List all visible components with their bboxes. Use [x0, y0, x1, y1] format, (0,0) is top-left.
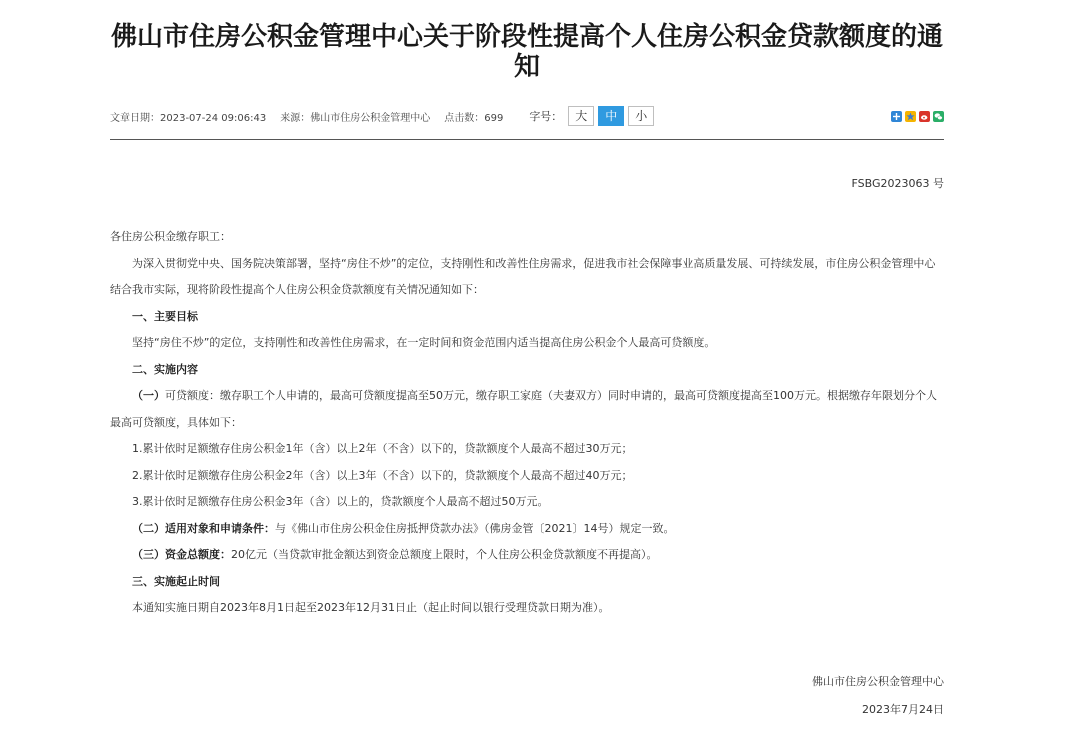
- section-2-title: 二、实施内容: [132, 362, 198, 376]
- font-size-label: 字号：: [529, 110, 563, 123]
- font-size-selector: [529, 106, 658, 126]
- share-plus-icon[interactable]: [891, 111, 902, 122]
- document-number: FSBG2023063 号: [851, 177, 944, 190]
- signature-date: 2023年7月24日: [862, 703, 944, 716]
- list-item: 2.累计依时足额缴存住房公积金2年（含）以上3年（不含）以下的，贷款额度个人最高不超过40万元；: [132, 468, 633, 482]
- font-size-small-button[interactable]: 小: [628, 106, 654, 126]
- font-size-large-button[interactable]: 大: [568, 106, 594, 126]
- item-1-text: 可贷额度：缴存职工个人申请的，最高可贷额度提高至50万元，缴存职工家庭（夫妻双方）同时申请的，最高可贷额度提高至100万元。根据缴存年限划分个人最高可贷额度，具体如下：: [110, 389, 937, 429]
- item-1-label: （一）: [132, 389, 165, 402]
- item-3-text: 20亿元（当贷款审批金额达到资金总额度上限时，个人住房公积金贷款额度不再提高）。: [231, 548, 658, 561]
- view-count: 点击数：699: [444, 112, 504, 124]
- signature-organization: 佛山市住房公积金管理中心: [812, 675, 944, 688]
- intro-paragraph: 为深入贯彻党中央、国务院决策部署，坚持“房住不炒”的定位，支持刚性和改善性住房需求，促进我市社会保障事业高质量发展、可持续发展，市住房公积金管理中心结合我市实际，现将阶段性提高个人住房公积金贷款额度有关情况通知如下：: [110, 256, 936, 296]
- item-3-paragraph: [110, 542, 946, 569]
- header-divider: [110, 139, 944, 140]
- share-weibo-icon[interactable]: [919, 111, 930, 122]
- publish-date: 文章日期：2023-07-24 09:06:43: [110, 112, 267, 124]
- section-1-title: 一、主要目标: [132, 309, 198, 323]
- article-source: 来源：佛山市住房公积金管理中心: [280, 112, 431, 124]
- section-1-text: 坚持“房住不炒”的定位，支持刚性和改善性住房需求，在一定时间和资金范围内适当提高住房公积金个人最高可贷额度。: [132, 336, 716, 349]
- greeting: 各住房公积金缴存职工：: [110, 230, 231, 243]
- item-1-paragraph: [110, 383, 946, 436]
- font-size-medium-button[interactable]: 中: [598, 106, 624, 126]
- item-2-label: （二）适用对象和申请条件：: [132, 521, 275, 535]
- page-title: 佛山市住房公积金管理中心关于阶段性提高个人住房公积金贷款额度的通知: [110, 22, 943, 82]
- share-qzone-icon[interactable]: [905, 111, 916, 122]
- list-item: 3.累计依时足额缴存住房公积金3年（含）以上的，贷款额度个人最高不超过50万元。: [132, 495, 549, 508]
- share-toolbar: [891, 111, 944, 122]
- item-3-label: （三）资金总额度：: [132, 548, 231, 561]
- section-3-title: 三、实施起止时间: [132, 574, 220, 588]
- article-meta-bar: [110, 104, 944, 128]
- item-2-text: 与《佛山市住房公积金住房抵押贷款办法》（佛房金管〔2021〕14号）规定一致。: [275, 521, 675, 535]
- share-wechat-icon[interactable]: [933, 111, 944, 122]
- article-body: [110, 224, 946, 622]
- section-3-text: 本通知实施日期自2023年8月1日起至2023年12月31日止（起止时间以银行受理贷款日期为准）。: [132, 601, 610, 614]
- list-item: 1.累计依时足额缴存住房公积金1年（含）以上2年（不含）以下的，贷款额度个人最高不超过30万元；: [132, 442, 633, 455]
- item-2-paragraph: [110, 516, 946, 543]
